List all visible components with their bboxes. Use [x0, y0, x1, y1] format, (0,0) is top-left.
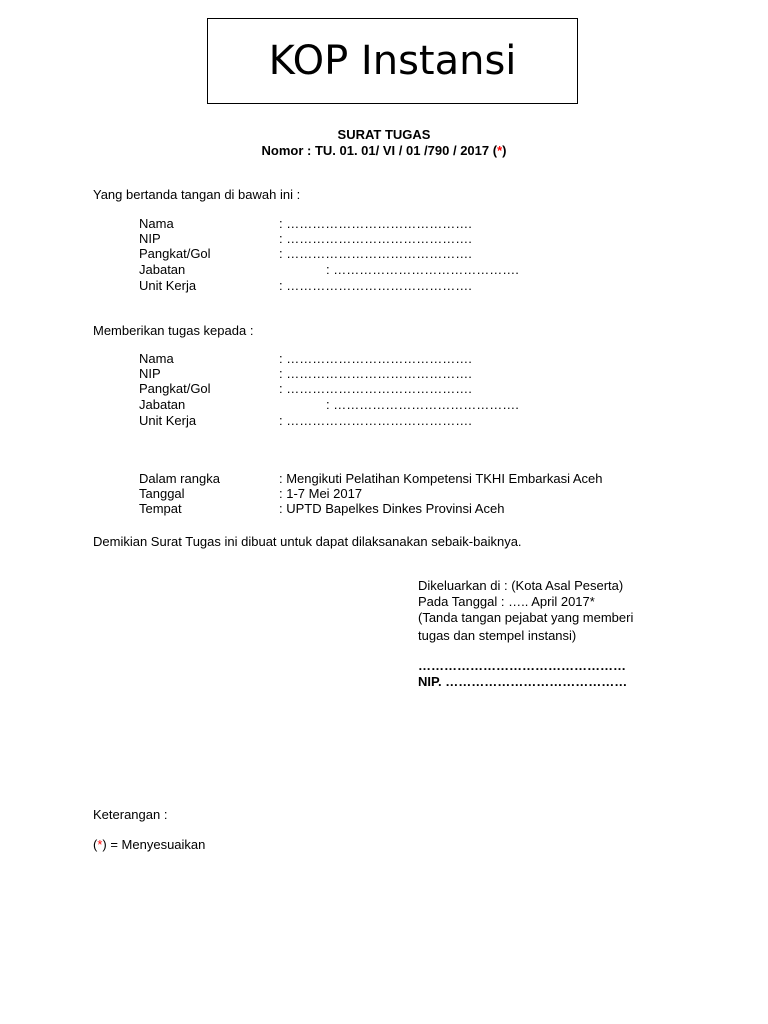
document-number-text: Nomor : TU. 01. 01/ VI / 01 /790 / 2017	[261, 143, 493, 158]
rangka-value: : Mengikuti Pelatihan Kompetensi TKHI Embarkasi Aceh	[279, 471, 603, 486]
signatory-nip-line: NIP. ……………………………………	[418, 674, 628, 689]
assignee-jabatan-label: Jabatan	[139, 397, 186, 412]
signer-nama-value: : …………………………………….	[279, 216, 472, 231]
note-asterisk: *	[97, 837, 103, 852]
signer-nip-value: : …………………………………….	[279, 231, 472, 246]
assignee-nama-label: Nama	[139, 351, 174, 366]
issued-date: Pada Tanggal : ….. April 2017*	[418, 594, 595, 609]
signer-nama-label: Nama	[139, 216, 174, 231]
signer-intro: Yang bertanda tangan di bawah ini :	[93, 187, 301, 202]
signer-jabatan-label: Jabatan	[139, 262, 186, 277]
document-number	[0, 143, 768, 159]
assignee-nip-label: NIP	[139, 366, 161, 381]
signer-unit-value: : …………………………………….	[279, 278, 472, 293]
tempat-label: Tempat	[139, 501, 182, 516]
rangka-label: Dalam rangka	[139, 471, 220, 486]
letterhead-title: KOP Instansi	[268, 38, 517, 84]
assignee-intro: Memberikan tugas kepada :	[93, 323, 254, 338]
number-note-open: (	[492, 143, 498, 158]
signature-note-line-2: tugas dan stempel instansi)	[418, 628, 577, 643]
notes-label: Keterangan :	[93, 807, 168, 822]
note-text: ) = Menyesuaikan	[102, 837, 206, 852]
assignee-jabatan-value: : …………………………………….	[326, 397, 519, 412]
number-note-asterisk: *	[497, 143, 503, 158]
notes-item	[93, 837, 205, 853]
note-open: (	[93, 837, 98, 852]
signer-nip-label: NIP	[139, 231, 161, 246]
tanggal-value: : 1-7 Mei 2017	[279, 486, 363, 501]
signer-unit-label: Unit Kerja	[139, 278, 197, 293]
issued-at: Dikeluarkan di : (Kota Asal Peserta)	[418, 578, 624, 593]
signer-pangkat-label: Pangkat/Gol	[139, 246, 211, 261]
closing-statement: Demikian Surat Tugas ini dibuat untuk dapat dilaksanakan sebaik-baiknya.	[93, 534, 522, 549]
assignee-pangkat-value: : …………………………………….	[279, 381, 472, 396]
signer-pangkat-value: : …………………………………….	[279, 246, 472, 261]
document-title: SURAT TUGAS	[337, 127, 431, 142]
assignee-nip-value: : …………………………………….	[279, 366, 472, 381]
tanggal-label: Tanggal	[139, 486, 185, 501]
letterhead-box	[207, 18, 578, 104]
assignee-pangkat-label: Pangkat/Gol	[139, 381, 211, 396]
signatory-name-line: …………………………………………	[418, 658, 626, 673]
signature-note-line-1: (Tanda tangan pejabat yang memberi	[418, 610, 634, 625]
assignee-nama-value: : …………………………………….	[279, 351, 472, 366]
assignee-unit-label: Unit Kerja	[139, 413, 197, 428]
number-note-close: )	[502, 143, 507, 158]
assignee-unit-value: : …………………………………….	[279, 413, 472, 428]
tempat-value: : UPTD Bapelkes Dinkes Provinsi Aceh	[279, 501, 505, 516]
signer-jabatan-value: : …………………………………….	[326, 262, 519, 277]
